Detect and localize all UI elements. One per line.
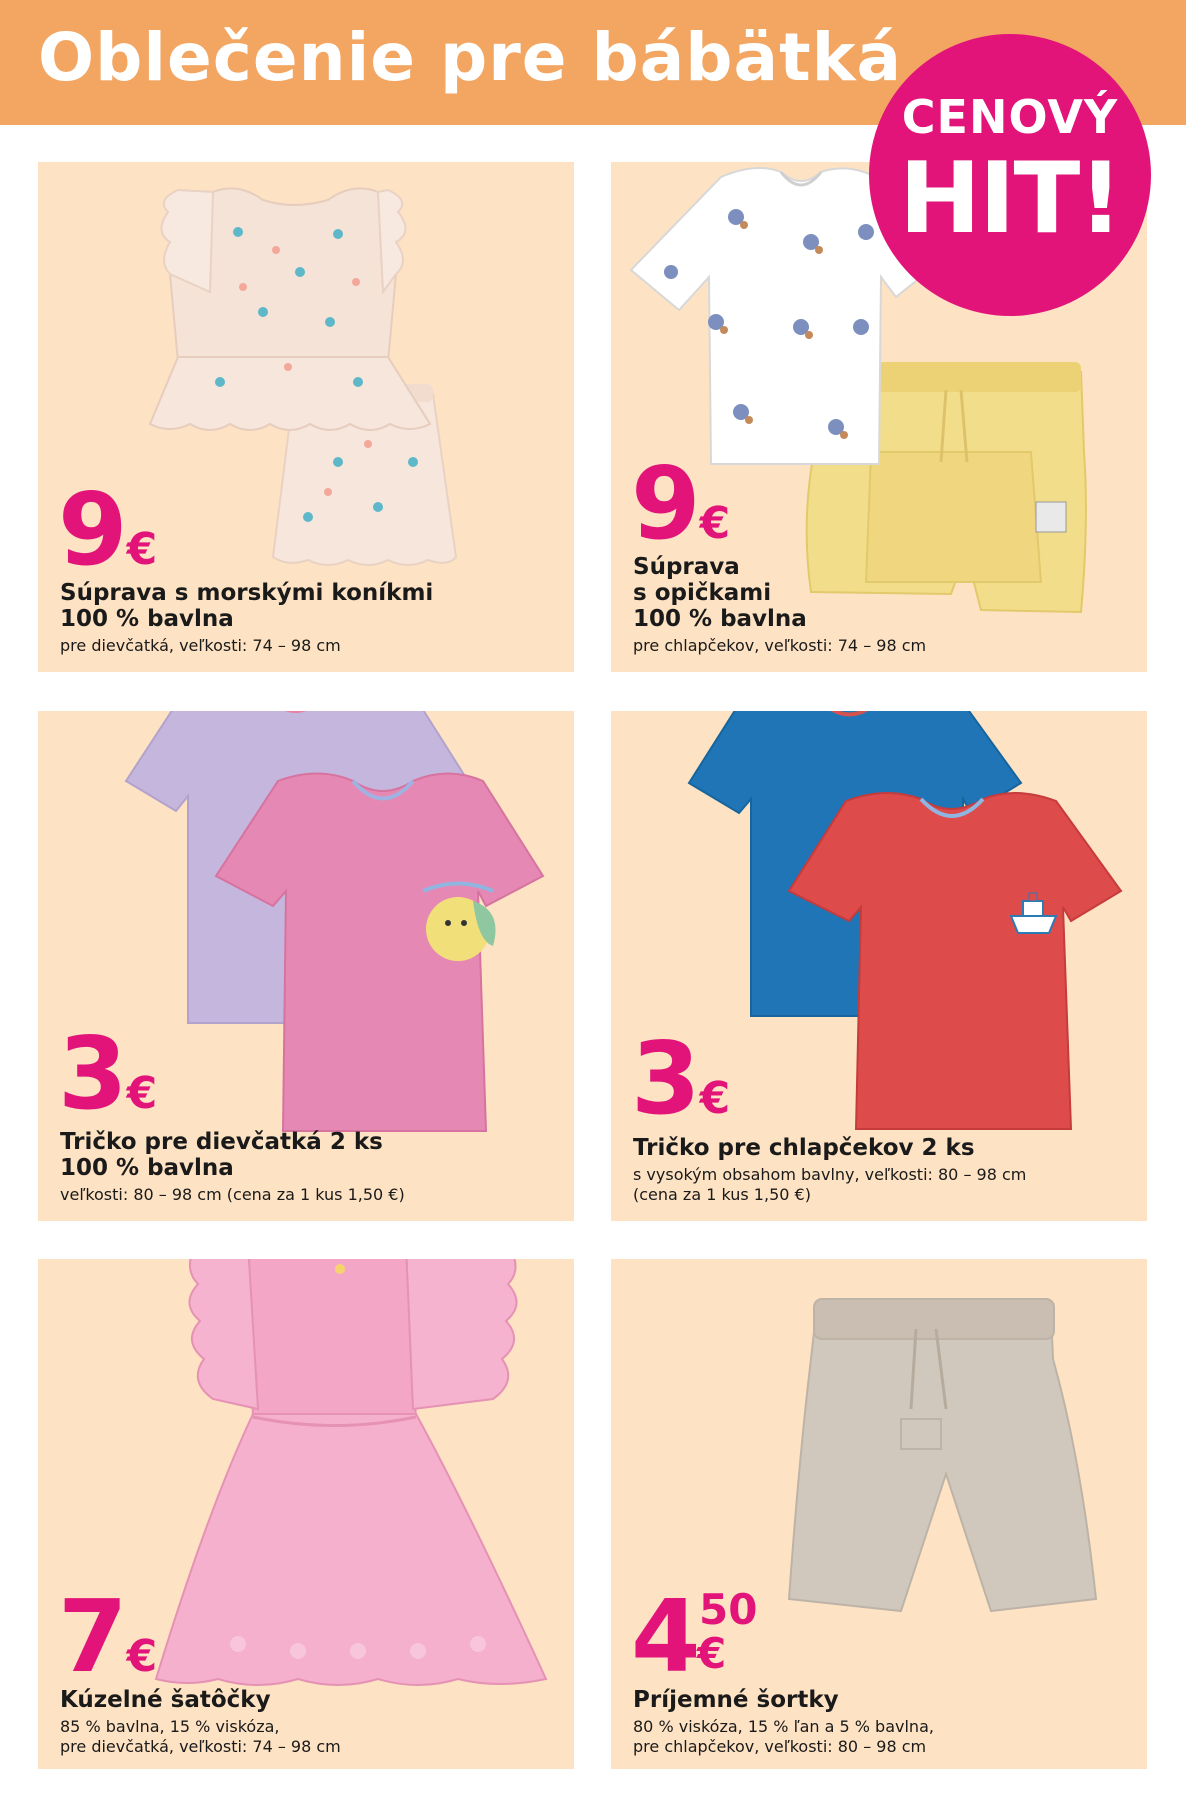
product-card-shorts[interactable]	[611, 1259, 1147, 1769]
product-info	[60, 1129, 560, 1205]
product-detail-line: s vysokým obsahom bavlny, veľkosti: 80 – 98 cm	[633, 1165, 1027, 1184]
product-detail-line: veľkosti: 80 – 98 cm (cena za 1 kus 1,50 €)	[60, 1185, 405, 1204]
product-info	[60, 580, 560, 656]
product-card-seahorse-set[interactable]	[38, 162, 574, 672]
price-currency: €	[699, 1073, 731, 1124]
price	[631, 1020, 731, 1137]
product-name-line: s opičkami	[633, 580, 772, 606]
price	[631, 445, 731, 562]
product-detail-line: 85 % bavlna, 15 % viskóza,	[60, 1717, 280, 1736]
product-detail-line: (cena za 1 kus 1,50 €)	[633, 1185, 811, 1204]
price-amount: 9	[631, 445, 698, 562]
product-detail-line: pre dievčatká, veľkosti: 74 – 98 cm	[60, 636, 341, 655]
product-name-line: Tričko pre chlapčekov 2 ks	[633, 1135, 975, 1161]
price-amount: 3	[631, 1020, 698, 1137]
badge-line-1: CENOVÝ	[901, 90, 1119, 144]
price	[58, 1015, 158, 1132]
product-name-line: 100 % bavlna	[60, 1155, 234, 1181]
product-name-line: Tričko pre dievčatká 2 ks	[60, 1129, 383, 1155]
price-currency: €	[126, 1631, 158, 1682]
price-amount: 3	[58, 1015, 125, 1132]
product-name-line: Súprava s morskými koníkmi	[60, 580, 434, 606]
product-name-line: Príjemné šortky	[633, 1687, 839, 1713]
product-name-line: 100 % bavlna	[60, 606, 234, 632]
price-currency: €	[697, 1629, 727, 1678]
price-cents: 50	[699, 1585, 758, 1634]
product-card-boys-tshirts[interactable]	[611, 711, 1147, 1221]
price-amount: 7	[58, 1578, 125, 1695]
badge-line-2: HIT!	[898, 142, 1122, 256]
product-info	[60, 1687, 560, 1757]
product-card-dress[interactable]	[38, 1259, 574, 1769]
price-currency: €	[699, 498, 731, 549]
price	[58, 471, 158, 588]
price-amount: 4	[631, 1578, 698, 1695]
product-info	[633, 1135, 1133, 1205]
product-detail-line: pre chlapčekov, veľkosti: 74 – 98 cm	[633, 636, 927, 655]
product-detail-line: pre dievčatká, veľkosti: 74 – 98 cm	[60, 1737, 341, 1756]
product-name-line: Kúzelné šatôčky	[60, 1687, 271, 1713]
price-amount: 9	[58, 471, 125, 588]
product-info	[633, 1687, 1133, 1757]
product-card-girls-tshirts[interactable]	[38, 711, 574, 1221]
product-detail-line: pre chlapčekov, veľkosti: 80 – 98 cm	[633, 1737, 927, 1756]
price-hit-badge	[869, 34, 1151, 316]
product-info	[633, 554, 1133, 656]
price	[631, 1578, 758, 1695]
product-name-line: 100 % bavlna	[633, 606, 807, 632]
price-currency: €	[126, 1068, 158, 1119]
page-title: Oblečenie pre bábätká	[38, 19, 903, 96]
product-name-line: Súprava	[633, 554, 740, 580]
price	[58, 1578, 158, 1695]
price-currency: €	[126, 524, 158, 575]
product-detail-line: 80 % viskóza, 15 % ľan a 5 % bavlna,	[633, 1717, 934, 1736]
